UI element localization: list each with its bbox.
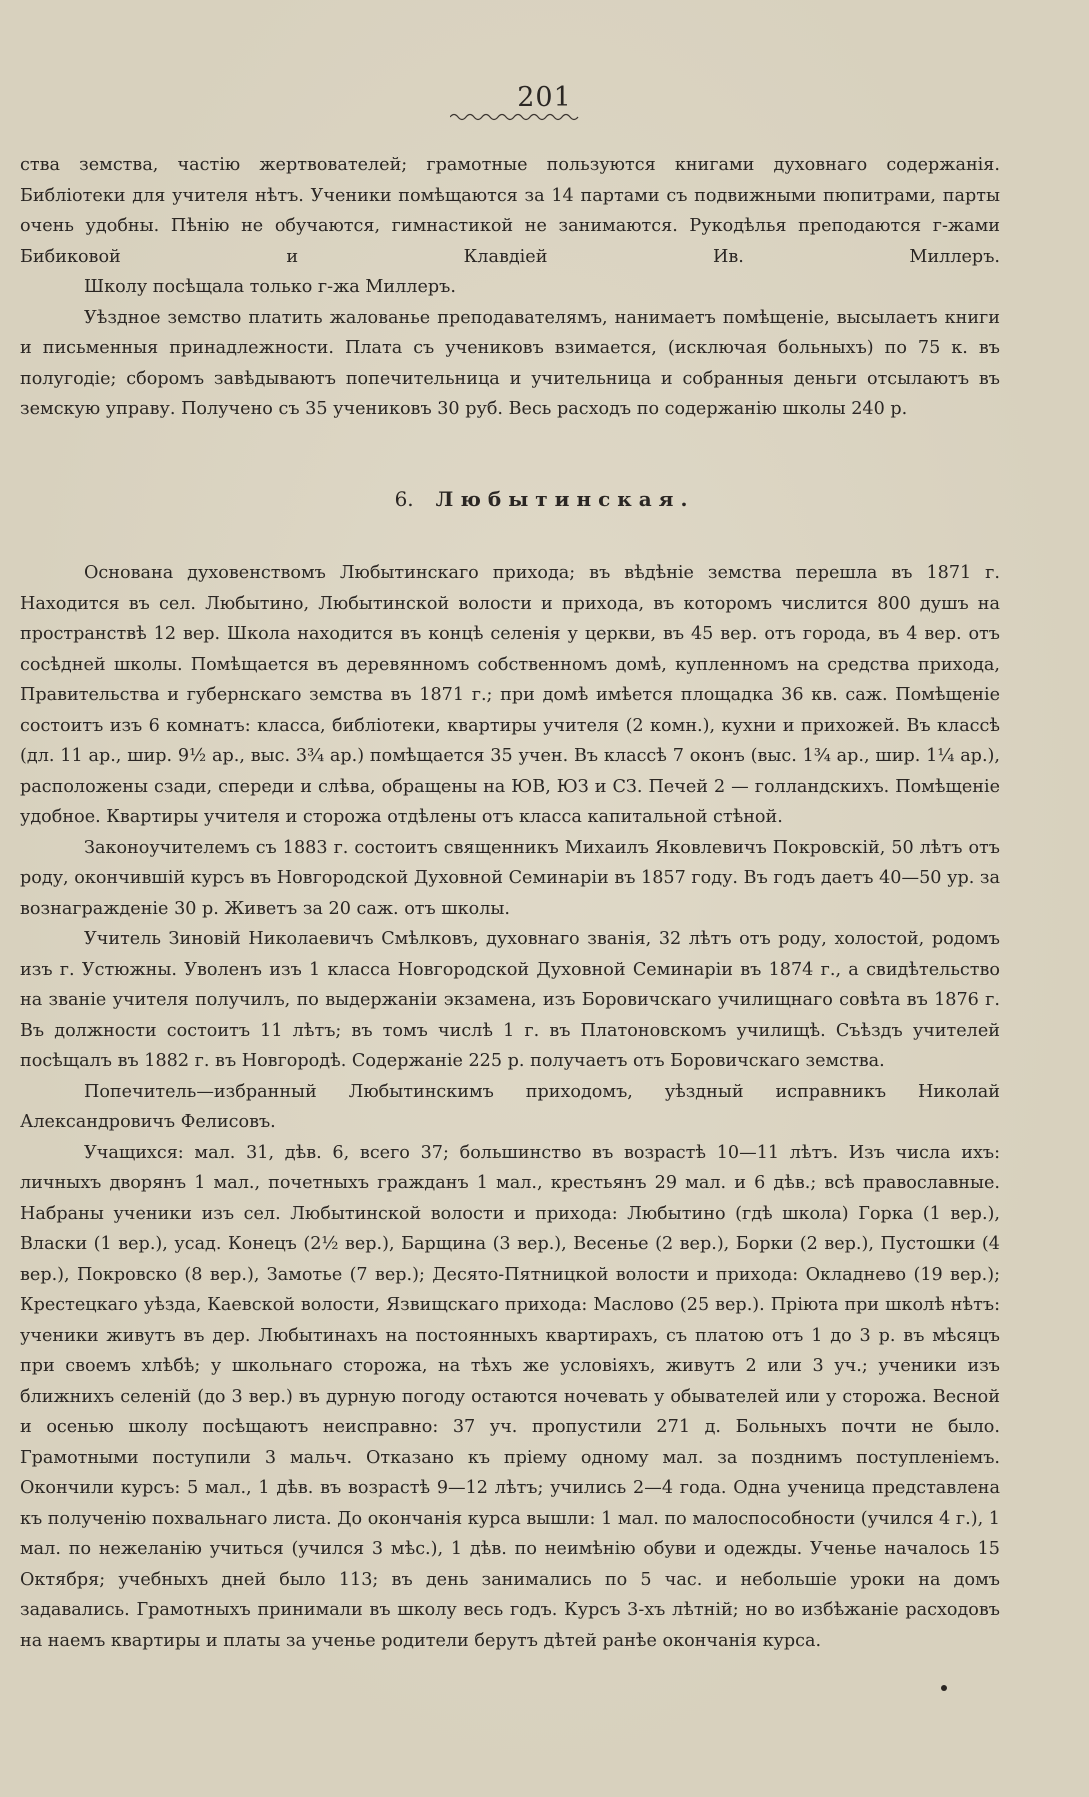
intro-paragraph: Уѣздное земство платить жалованье преподавателямъ, нанимаетъ помѣщеніе, высылаетъ книги и письменныя принадлежности. Плата съ учениковъ взимается, (исключая больныхъ) по 75 к. въ полугодіе; сборомъ завѣдываютъ попечительница и учительница и собранныя деньги отсылаютъ въ земскую управу. Получено съ 35 учениковъ 30 руб. Весь расходъ по содержанію школы 240 р. bbox=[20, 307, 1000, 419]
section-text-block bbox=[20, 558, 1000, 1656]
page-number: 201 bbox=[517, 82, 572, 113]
section-number: 6. bbox=[394, 487, 414, 511]
section-title: Любытинская. bbox=[435, 487, 695, 511]
body-paragraph: Учитель Зиновій Николаевичъ Смѣлковъ, духовнаго званія, 32 лѣтъ отъ роду, холостой, родомъ изъ г. Устюжны. Уволенъ изъ 1 класса Новгородской Духовной Семинаріи въ 1874 г., а свидѣтельство на званіе учителя получилъ, по выдержаніи экзамена, изъ Боровичскаго училищнаго совѣта въ 1876 г. Въ должности состоитъ 11 лѣтъ; въ томъ числѣ 1 г. въ Платоновскомъ училищѣ. Съѣздъ учителей посѣщалъ въ 1882 г. въ Новгородѣ. Содержаніе 225 р. получаетъ отъ Боровичскаго земства. bbox=[20, 929, 1000, 1071]
section-heading bbox=[0, 487, 1089, 511]
body-paragraph: Основана духовенствомъ Любытинскаго прихода; въ вѣдѣніе земства перешла въ 1871 г. Находится въ сел. Любытино, Любытинской волости и прихода, въ которомъ числится 800 душъ на пространствѣ 12 вер. Школа находится въ концѣ селенія у церкви, въ 45 вер. отъ города, въ 4 вер. отъ сосѣдней школы. Помѣщается въ деревянномъ собственномъ домѣ, купленномъ на средства прихода, Правительства и губернскаго земства въ 1871 г.; при домѣ имѣется площадка 36 кв. саж. Помѣщеніе состоитъ изъ 6 комнатъ: класса, библіотеки, квартиры учителя (2 комн.), кухни и прихожей. Въ классѣ (дл. 11 ар., шир. 9½ ар., выс. 3¾ ар.) помѣщается 35 учен. Въ классѣ 7 оконъ (выс. 1¾ ар., шир. 1¼ ар.), расположены сзади, спереди и слѣва, обращены на ЮВ, ЮЗ и СЗ. Печей 2 — голландскихъ. Помѣщеніе удобное. Квартиры учителя и сторожа отдѣлены отъ класса капитальной стѣной. bbox=[20, 563, 1000, 827]
body-paragraph: Законоучителемъ съ 1883 г. состоитъ священникъ Михаилъ Яковлевичъ Покровскій, 50 лѣтъ отъ роду, окончившій курсъ въ Новгородской Духовной Семинаріи въ 1857 году. Въ годъ даетъ 40—50 ур. за вознагражденіе 30 р. Живетъ за 20 саж. отъ школы. bbox=[20, 837, 1000, 919]
body-paragraph: Попечитель—избранный Любытинскимъ приходомъ, уѣздный исправникъ Николай Александровичъ Фелисовъ. bbox=[20, 1081, 1000, 1132]
ink-dot bbox=[941, 1685, 947, 1691]
intro-paragraph: ства земства, частію жертвователей; грамотные пользуются книгами духовнаго содержанія. Библіотеки для учителя нѣтъ. Ученики помѣщаются за 14 партами съ подвижными пюпитрами, парты очень удобны. Пѣнію не обучаются, гимнастикой не занимаются. Рукодѣлья преподаются г-жами Бибиковой и Клавдіей Ив. Миллеръ. bbox=[20, 155, 1000, 267]
intro-paragraph: Школу посѣщала только г-жа Миллеръ. bbox=[84, 277, 456, 297]
body-paragraph: Учащихся: мал. 31, дѣв. 6, всего 37; большинство въ возрастѣ 10—11 лѣтъ. Изъ числа ихъ: личныхъ дворянъ 1 мал., почетныхъ гражданъ 1 мал., крестьянъ 29 мал. и 6 дѣв.; всѣ православные. Набраны ученики изъ сел. Любытинской волости и прихода: Любытино (гдѣ школа) Горка (1 вер.), Власки (1 вер.), усад. Конецъ (2½ вер.), Барщина (3 вер.), Весенье (2 вер.), Борки (2 вер.), Пустошки (4 вер.), Покровско (8 вер.), Замотье (7 вер.); Десято-Пятницкой волости и прихода: Окладнево (19 вер.); Крестецкаго уѣзда, Каевской волости, Язвищскаго прихода: Маслово (25 вер.). Пріюта при школѣ нѣтъ: ученики живутъ въ дер. Любытинахъ на постоянныхъ квартирахъ, съ платою отъ 1 до 3 р. въ мѣсяцъ при своемъ хлѣбѣ; у школьнаго сторожа, на тѣхъ же условіяхъ, живутъ 2 или 3 уч.; ученики изъ ближнихъ селеній (до 3 вер.) въ дурную погоду остаются ночевать у обывателей или у сторожа. Весной и осенью школу посѣщаютъ неисправно: 37 уч. пропустили 271 д. Больныхъ почти не было. Грамотными поступили 3 мальч. Отказано къ пріему одному мал. за позднимъ поступленіемъ. Окончили курсъ: 5 мал., 1 дѣв. въ возрастѣ 9—12 лѣтъ; учились 2—4 года. Одна ученица представлена къ полученію похвальнаго листа. До окончанія курса вышли: 1 мал. по малоспособности (учился 4 г.), 1 мал. по нежеланію учиться (учился 3 мѣс.), 1 дѣв. по неимѣнію обуви и одежды. Ученье началось 15 Октября; учебныхъ дней было 113; въ день занимались по 5 час. и небольшіе уроки на домъ задавались. Грамотныхъ принимали въ школу весь годъ. Курсъ 3-хъ лѣтній; но во избѣжаніе расходовъ на наемъ квартиры и платы за ученье родители берутъ дѣтей ранѣе окончанія курса. bbox=[20, 1142, 1000, 1651]
intro-text-block bbox=[20, 150, 1000, 425]
page-number-ornament bbox=[450, 112, 580, 122]
